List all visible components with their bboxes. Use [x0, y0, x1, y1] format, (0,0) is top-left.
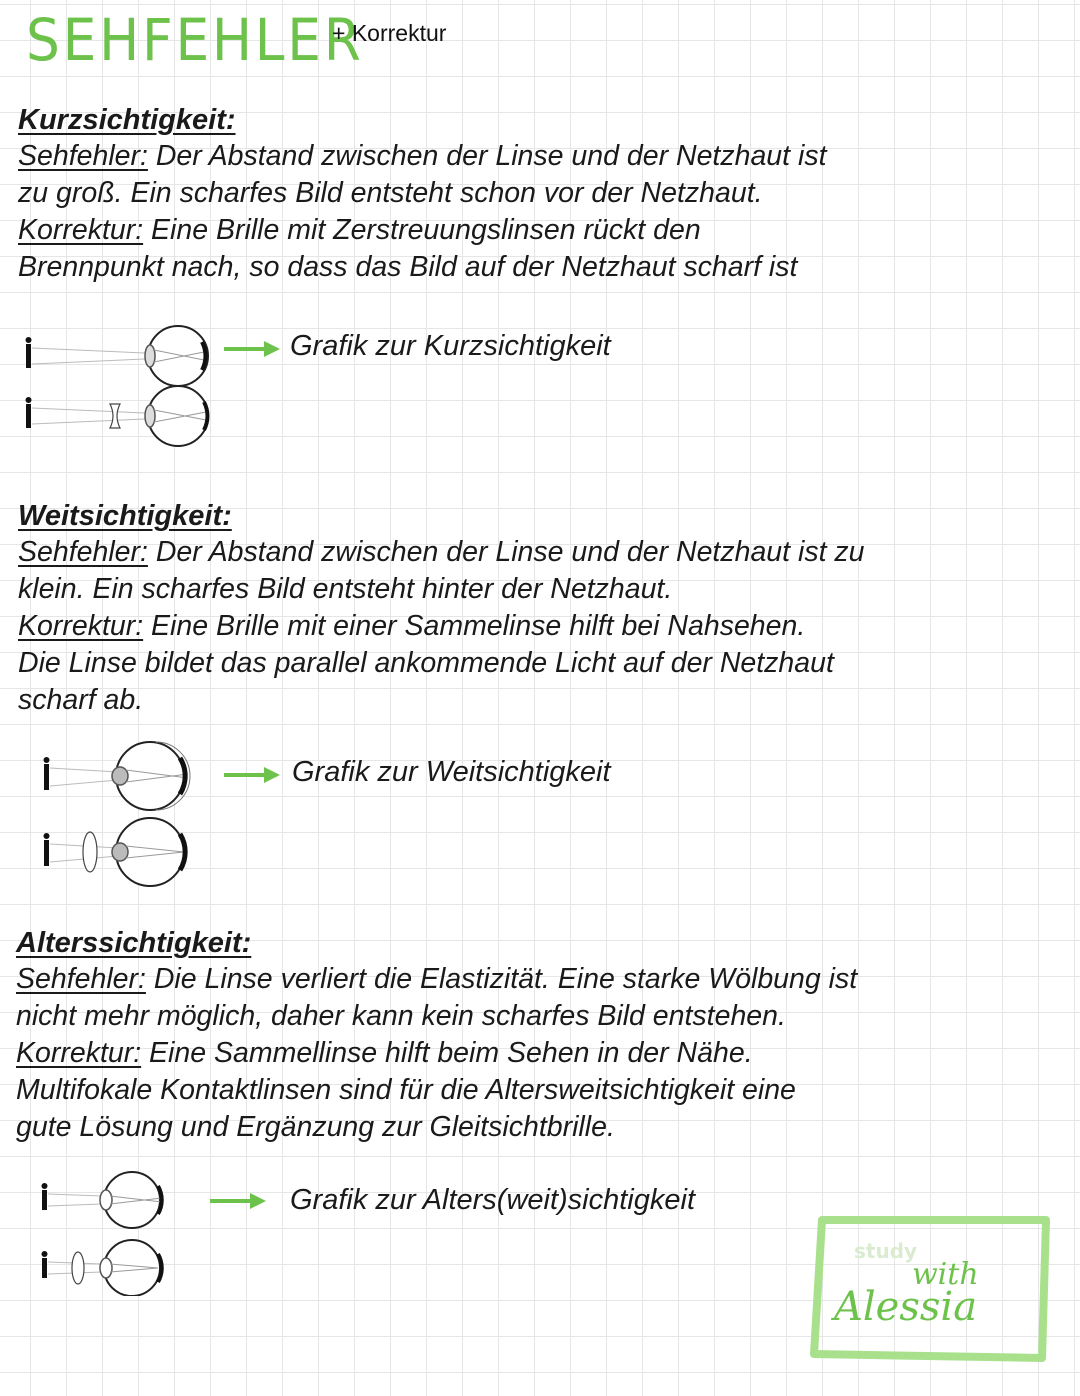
stamp-line-2: with — [912, 1257, 979, 1292]
page-title: SEHFEHLER — [26, 6, 364, 74]
line-text: Der Abstand zwischen der Linse und der Netzhaut ist zu — [147, 536, 865, 568]
section-kurzsichtigkeit — [18, 102, 1018, 286]
page-subtitle: + Korrektur — [332, 20, 447, 46]
section-weitsichtigkeit — [18, 498, 1018, 719]
text-line — [18, 249, 1018, 286]
stamp-line-1: study — [854, 1239, 918, 1263]
stamp-line-3: Alessia — [834, 1284, 978, 1330]
text-line — [18, 212, 1018, 249]
eye-diagram-icon — [18, 322, 218, 452]
line-text: Eine Sammellinse hilft beim Sehen in der Nähe. — [141, 1037, 753, 1069]
graphic-caption: Grafik zur Alters(weit)sichtigkeit — [290, 1184, 696, 1216]
text-line — [16, 1072, 1016, 1109]
line-text: Multifokale Kontaktlinsen sind für die Altersweitsichtigkeit eine — [16, 1074, 796, 1106]
line-text: Eine Brille mit einer Sammelinse hilft bei Nahsehen. — [143, 610, 806, 642]
text-line — [18, 175, 1018, 212]
arrow-right-icon — [222, 764, 284, 786]
text-line — [18, 645, 1018, 682]
eye-diagram-icon — [38, 738, 208, 890]
text-line — [16, 1109, 1016, 1146]
section-heading: Kurzsichtigkeit: — [18, 104, 236, 136]
line-label: Korrektur: — [16, 1037, 142, 1069]
line-label: Korrektur: — [18, 214, 144, 246]
line-text: Eine Brille mit Zerstreuungslinsen rückt den — [143, 214, 701, 246]
line-text: nicht mehr möglich, daher kann kein scharfes Bild entstehen. — [16, 1000, 786, 1032]
section-heading: Alterssichtigkeit: — [16, 927, 252, 959]
line-text: gute Lösung und Ergänzung zur Gleitsichtbrille. — [16, 1111, 615, 1143]
line-label: Sehfehler: — [16, 963, 146, 995]
line-text: scharf ab. — [18, 684, 144, 716]
text-line — [16, 961, 1016, 998]
eye-diagram-icon — [36, 1166, 176, 1296]
line-text: Der Abstand zwischen der Linse und der Netzhaut ist — [147, 140, 827, 172]
text-line — [18, 682, 1018, 719]
line-text: Brennpunkt nach, so dass das Bild auf der Netzhaut scharf ist — [18, 251, 798, 283]
line-label: Sehfehler: — [18, 140, 148, 172]
text-line — [18, 534, 1018, 571]
line-label: Sehfehler: — [18, 536, 148, 568]
section-alterssichtigkeit — [16, 925, 1016, 1146]
text-line — [16, 998, 1016, 1035]
line-label: Korrektur: — [18, 610, 144, 642]
line-text: klein. Ein scharfes Bild entsteht hinter der Netzhaut. — [18, 573, 673, 605]
graphic-caption: Grafik zur Kurzsichtigkeit — [290, 330, 611, 362]
line-text: Die Linse bildet das parallel ankommende Licht auf der Netzhaut — [18, 647, 834, 679]
section-heading: Weitsichtigkeit: — [18, 500, 232, 532]
arrow-right-icon — [208, 1190, 270, 1212]
text-line — [18, 608, 1018, 645]
arrow-right-icon — [222, 338, 284, 360]
text-line — [16, 1035, 1016, 1072]
study-with-alessia-stamp — [808, 1214, 1053, 1364]
line-text: zu groß. Ein scharfes Bild entsteht schon vor der Netzhaut. — [18, 177, 763, 209]
line-text: Die Linse verliert die Elastizität. Eine starke Wölbung ist — [145, 963, 858, 995]
text-line — [18, 571, 1018, 608]
text-line — [18, 138, 1018, 175]
graphic-caption: Grafik zur Weitsichtigkeit — [292, 756, 611, 788]
